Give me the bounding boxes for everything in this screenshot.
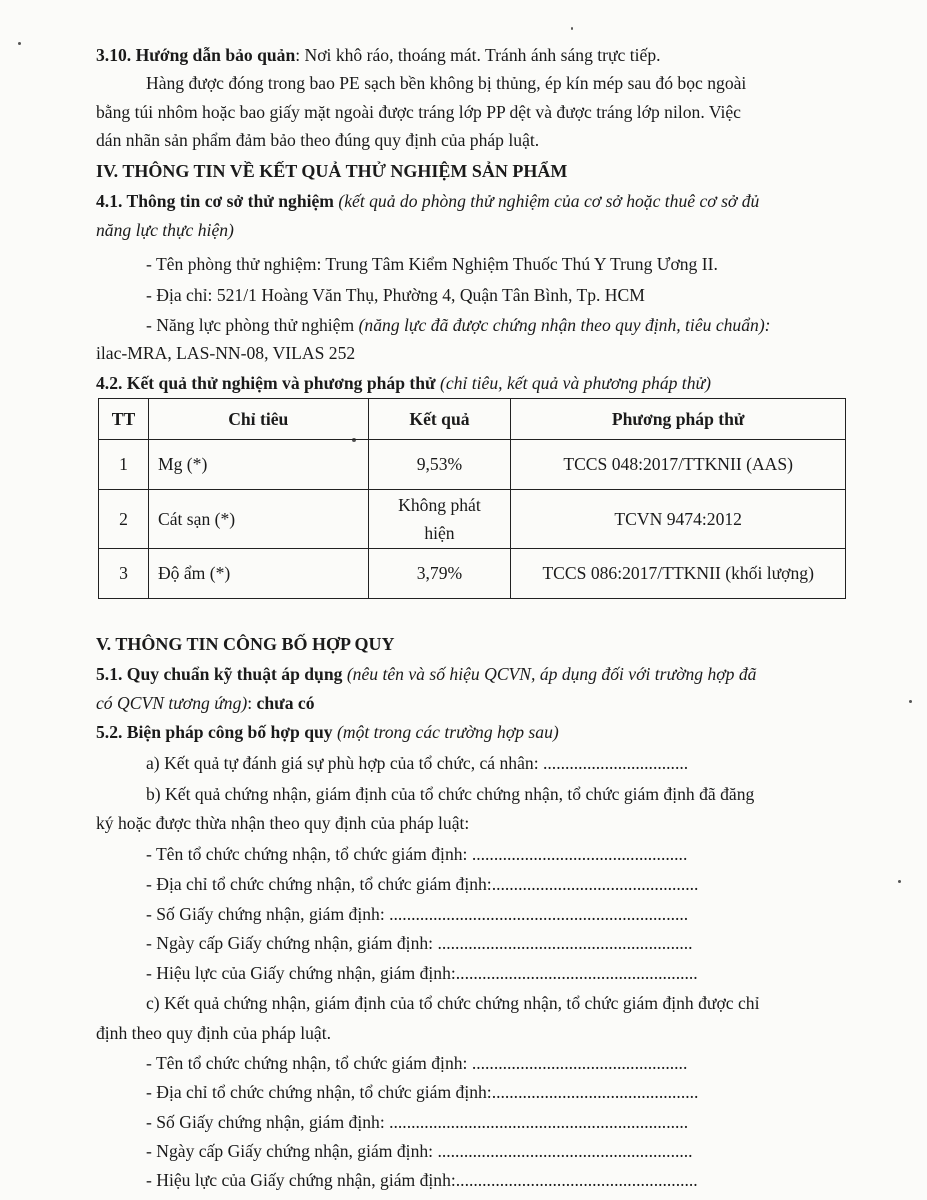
table-cell: Cát sạn (*) (148, 490, 368, 549)
table-cell: 1 (99, 440, 149, 490)
section-5-2-note: (một trong các trường hợp sau) (332, 722, 559, 742)
section-5-1 (96, 663, 756, 685)
storage-instructions (96, 44, 661, 66)
paragraph-line: dán nhãn sản phẩm đảm bảo theo đúng quy định của pháp luật. (96, 130, 540, 150)
option-c-cert-date: - Ngày cấp Giấy chứng nhận, giám định: .......................................................... (146, 1141, 693, 1161)
table-cell (368, 490, 511, 549)
option-c: c) Kết quả chứng nhận, giám định của tổ chức chứng nhận, tổ chức giám định được chỉ (146, 993, 760, 1013)
paragraph-line: bằng túi nhôm hoặc bao giấy mặt ngoài được tráng lớp PP dệt và được tráng lớp nilon. Việc (96, 102, 741, 122)
option-b-cert-number: - Số Giấy chứng nhận, giám định: .................................................................... (146, 904, 689, 924)
column-header: TT (99, 399, 149, 440)
section-v-heading: V. THÔNG TIN CÔNG BỐ HỢP QUY (96, 634, 395, 654)
lab-capacity-label: - Năng lực phòng thử nghiệm (146, 315, 359, 335)
section-4-2-note: (chỉ tiêu, kết quả và phương pháp thử) (435, 373, 711, 393)
option-b: b) Kết quả chứng nhận, giám định của tổ chức chứng nhận, tổ chức giám định đã đăng (146, 784, 755, 804)
section-3-10-title: 3.10. Hướng dẫn bảo quản (96, 45, 296, 65)
section-5-1-note-cont: có QCVN tương ứng) (96, 693, 248, 713)
scan-speck (909, 700, 912, 703)
lab-capacity-note: (năng lực đã được chứng nhận theo quy định, tiêu chuẩn): (358, 315, 771, 335)
table-cell: 3,79% (368, 549, 511, 599)
table-header-row (99, 399, 846, 440)
test-results-table (98, 398, 846, 599)
cell-text: Không phát (398, 495, 481, 515)
section-4-1 (96, 190, 759, 212)
scan-speck (898, 880, 901, 883)
option-c-org-address: - Địa chỉ tổ chức chứng nhận, tổ chức giám định:............................................... (146, 1082, 699, 1102)
table-row (99, 440, 846, 490)
column-header: Kết quả (368, 399, 511, 440)
option-a: a) Kết quả tự đánh giá sự phù hợp của tổ chức, cá nhân: ................................. (146, 753, 689, 773)
column-header: Phương pháp thử (511, 399, 846, 440)
section-5-1-cont: có QCVN tương ứng): chưa có (96, 693, 315, 713)
option-c-cert-number: - Số Giấy chứng nhận, giám định: .................................................................... (146, 1112, 689, 1132)
section-5-2 (96, 721, 559, 743)
section-5-1-value: chưa có (256, 693, 315, 713)
option-b-cert-validity: - Hiệu lực của Giấy chứng nhận, giám định:....................................................... (146, 963, 698, 983)
section-4-1-title: 4.1. Thông tin cơ sở thử nghiệm (96, 191, 334, 211)
option-b-cert-date: - Ngày cấp Giấy chứng nhận, giám định: .......................................................... (146, 933, 693, 953)
table-cell: TCVN 9474:2012 (511, 490, 846, 549)
section-4-2-title: 4.2. Kết quả thử nghiệm và phương pháp thử (96, 373, 436, 393)
option-c-org-name: - Tên tổ chức chứng nhận, tổ chức giám định: ................................................. (146, 1053, 688, 1073)
section-3-10-text: : Nơi khô ráo, thoáng mát. Tránh ánh sáng trực tiếp. (295, 45, 661, 65)
cell-text: hiện (424, 523, 455, 543)
table-row (99, 490, 846, 549)
section-5-1-title: 5.1. Quy chuẩn kỹ thuật áp dụng (96, 664, 343, 684)
lab-accreditation: ilac-MRA, LAS-NN-08, VILAS 252 (96, 343, 356, 363)
option-b-org-name: - Tên tổ chức chứng nhận, tổ chức giám định: ................................................. (146, 844, 688, 864)
table-cell: Độ ẩm (*) (148, 549, 368, 599)
section-5-2-title: 5.2. Biện pháp công bố hợp quy (96, 722, 333, 742)
option-c-cont: định theo quy định của pháp luật. (96, 1023, 332, 1043)
lab-name: - Tên phòng thử nghiệm: Trung Tâm Kiểm Nghiệm Thuốc Thú Y Trung Ương II. (146, 254, 718, 274)
table-cell: 3 (99, 549, 149, 599)
section-4-1-note: (kết quả do phòng thử nghiệm của cơ sở hoặc thuê cơ sở đủ (333, 191, 760, 211)
section-5-1-note: (nêu tên và số hiệu QCVN, áp dụng đối với trường hợp đã (342, 664, 757, 684)
option-c-cert-validity: - Hiệu lực của Giấy chứng nhận, giám định:....................................................... (146, 1170, 698, 1190)
lab-address: - Địa chỉ: 521/1 Hoàng Văn Thụ, Phường 4, Quận Tân Bình, Tp. HCM (146, 285, 645, 305)
table-cell: TCCS 048:2017/TTKNII (AAS) (511, 440, 846, 490)
section-4-2 (96, 372, 711, 394)
option-b-org-address: - Địa chỉ tổ chức chứng nhận, tổ chức giám định:............................................... (146, 874, 699, 894)
scan-speck (18, 42, 21, 45)
option-b-cont: ký hoặc được thừa nhận theo quy định của pháp luật: (96, 813, 470, 833)
lab-capacity (146, 314, 771, 336)
table-cell: 9,53% (368, 440, 511, 490)
column-header: Chỉ tiêu (148, 399, 368, 440)
table-cell: TCCS 086:2017/TTKNII (khối lượng) (511, 549, 846, 599)
table-cell: Mg (*) (148, 440, 368, 490)
scan-speck (571, 27, 573, 30)
table-cell: 2 (99, 490, 149, 549)
table-row (99, 549, 846, 599)
paragraph-line: Hàng được đóng trong bao PE sạch bền không bị thủng, ép kín mép sau đó bọc ngoài (146, 73, 747, 93)
section-4-1-note-cont: năng lực thực hiện) (96, 220, 234, 240)
section-iv-heading: IV. THÔNG TIN VỀ KẾT QUẢ THỬ NGHIỆM SẢN PHẨM (96, 161, 568, 181)
